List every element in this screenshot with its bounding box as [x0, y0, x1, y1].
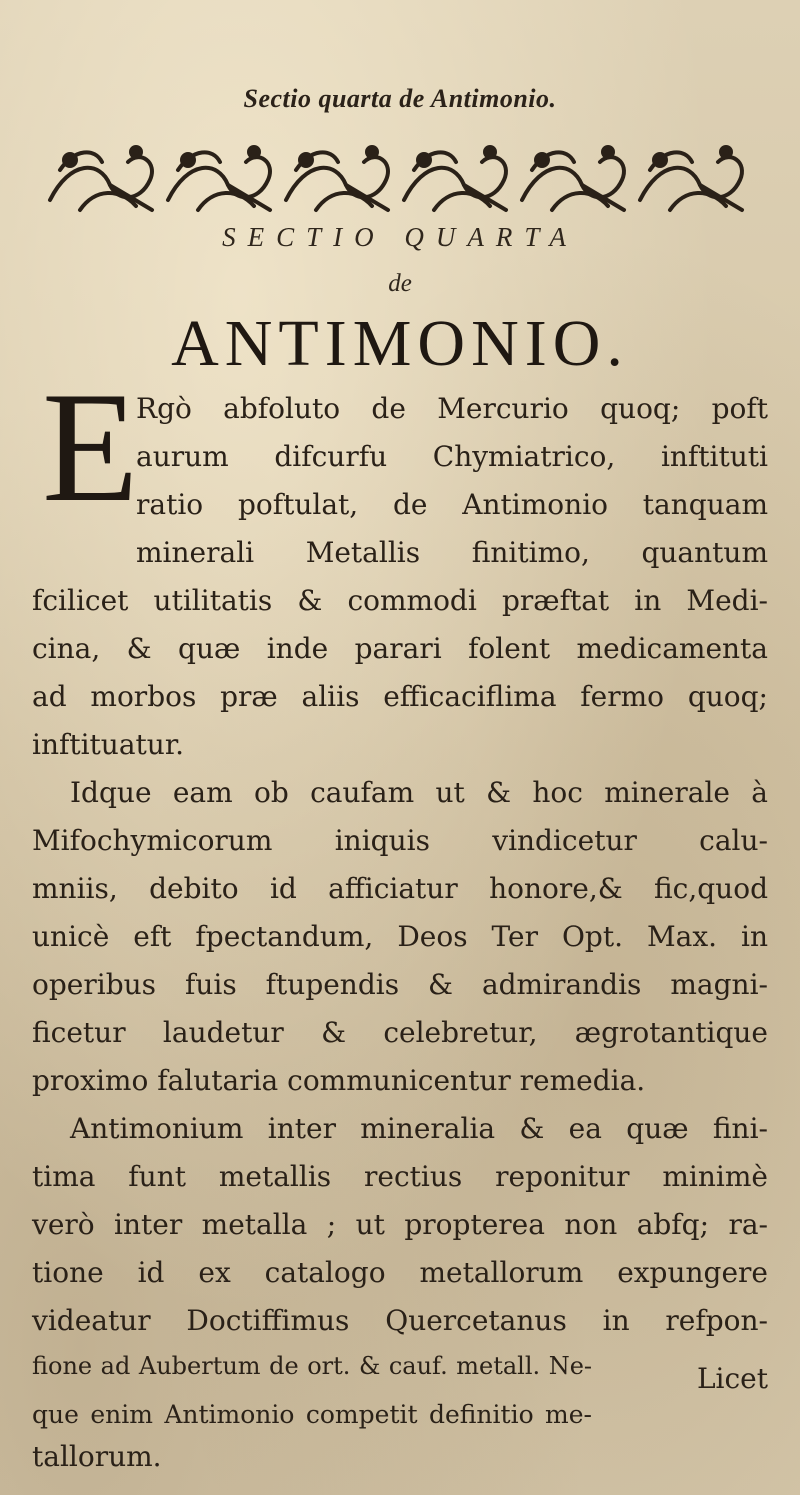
text-line: verò inter metalla ; ut propterea non abfq; ra-: [32, 1208, 768, 1241]
text-line: cina, & quæ inde parari folent medicamenta: [32, 632, 768, 665]
text-line: operibus fuis ftupendis & admirandis magni-: [32, 968, 768, 1001]
text-line: Antimonium inter mineralia & ea quæ fini-: [70, 1112, 768, 1145]
running-head: Sectio quarta de Antimonio.: [243, 84, 557, 113]
text-line: inftituatur.: [32, 728, 185, 761]
text-line: ratio poftulat, de Antimonio tanquam: [136, 488, 768, 521]
catchword: Licet: [696, 1362, 768, 1395]
text-line: que enim Antimonio competit definitio me-: [32, 1400, 592, 1429]
text-line: unicè eft fpectandum, Deos Ter Opt. Max. in: [32, 920, 768, 953]
text-line: ad morbos præ aliis efficaciflima fermo quoq;: [32, 680, 768, 713]
text-line: Rgò abfoluto de Mercurio quoq; poft: [136, 392, 768, 425]
chapter-title: ANTIMONIO.: [171, 307, 629, 380]
text-line: proximo falutaria communicentur remedia.: [32, 1064, 646, 1097]
text-line: aurum difcurfu Chymiatrico, inftituti: [136, 440, 768, 473]
text-line: videatur Doctiffimus Quercetanus in refpon-: [32, 1304, 768, 1337]
drop-cap: E: [42, 360, 139, 535]
text-line: fione ad Aubertum de ort. & cauf. metall. Ne-: [32, 1352, 592, 1380]
fleuron-headband-icon: [40, 140, 760, 216]
section-heading-de: de: [388, 270, 412, 297]
text-line: mniis, debito id afficiatur honore,& fic,quod: [32, 872, 768, 905]
text-line: minerali Metallis finitimo, quantum: [136, 536, 768, 569]
text-line: Mifochymicorum iniquis vindicetur calu-: [32, 824, 768, 857]
text-line: tima funt metallis rectius reponitur minimè: [32, 1160, 768, 1193]
text-line: tione id ex catalogo metallorum expungere: [32, 1256, 768, 1289]
text-line: Idque eam ob caufam ut & hoc minerale à: [70, 776, 768, 809]
text-line: fcilicet utilitatis & commodi præftat in Medi-: [32, 584, 768, 617]
section-heading: SECTIO QUARTA: [222, 222, 578, 252]
text-line: ficetur laudetur & celebretur, ægrotantique: [32, 1016, 768, 1049]
text-line: tallorum.: [32, 1440, 162, 1473]
